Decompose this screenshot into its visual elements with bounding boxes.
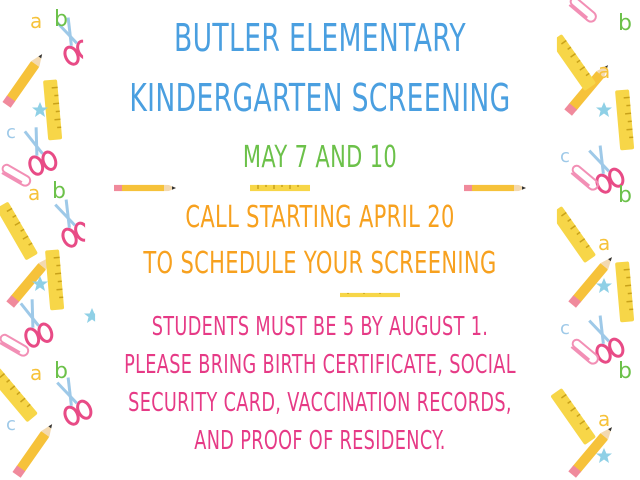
letter-a-icon (598, 231, 610, 255)
letter-b-icon (618, 11, 632, 36)
svg-text:a: a (30, 361, 43, 385)
age-requirement-line: STUDENTS MUST BE 5 BY AUGUST 1. (151, 312, 489, 342)
letter-a-icon (598, 407, 610, 431)
event-name-heading: KINDERGARTEN SCREENING (129, 76, 511, 120)
letter-a-icon (30, 9, 42, 33)
letter-a-icon (598, 59, 610, 83)
svg-text:c: c (6, 414, 16, 435)
ruler-icon (0, 202, 38, 261)
documents-line-1: PLEASE BRING BIRTH CERTIFICATE, SOCIAL (124, 350, 516, 380)
svg-text:b: b (54, 359, 68, 384)
svg-text:a: a (598, 231, 611, 255)
documents-line-3: AND PROOF OF RESIDENCY. (194, 426, 446, 456)
svg-text:a: a (598, 407, 611, 431)
letter-b-icon (54, 359, 68, 384)
ruler-icon (550, 34, 596, 91)
svg-text:a: a (30, 9, 43, 33)
letter-a-icon (28, 181, 40, 205)
call-purpose-line: TO SCHEDULE YOUR SCREENING (143, 246, 497, 281)
ruler-icon (550, 388, 596, 445)
letter-a-icon (30, 361, 42, 385)
svg-text:b: b (618, 359, 632, 384)
ruler-icon (43, 79, 62, 140)
letter-c-icon (560, 318, 570, 339)
school-name-heading: BUTLER ELEMENTARY (174, 16, 466, 60)
svg-text:c: c (6, 122, 16, 143)
svg-text:c: c (560, 146, 570, 167)
letter-b-icon (54, 7, 68, 32)
documents-line-2: SECURITY CARD, VACCINATION RECORDS, (128, 388, 512, 418)
svg-text:a: a (28, 181, 41, 205)
paperclip-icon (568, 0, 598, 24)
svg-text:c: c (560, 318, 570, 339)
star-icon (596, 102, 612, 117)
paperclip-icon (570, 164, 600, 192)
svg-text:b: b (618, 11, 632, 36)
ruler-icon (615, 261, 634, 322)
letter-b-icon (52, 179, 66, 204)
call-start-line: CALL STARTING APRIL 20 (185, 200, 455, 235)
pencil-icon (2, 51, 46, 108)
letter-c-icon (560, 146, 570, 167)
svg-text:b: b (54, 7, 68, 32)
paperclip-icon (570, 338, 600, 366)
scissors-icon (583, 313, 626, 365)
ruler-icon (550, 206, 596, 263)
svg-text:a: a (598, 59, 611, 83)
letter-b-icon (618, 359, 632, 384)
event-dates: MAY 7 AND 10 (242, 140, 398, 175)
letter-b-icon (618, 183, 632, 208)
scissors-icon (14, 297, 54, 348)
ruler-icon (45, 249, 64, 310)
letter-c-icon (6, 122, 16, 143)
ruler-icon (615, 89, 634, 150)
svg-text:b: b (618, 183, 632, 208)
pencil-icon (568, 254, 616, 308)
pencil-icon (12, 421, 56, 478)
svg-text:b: b (52, 179, 66, 204)
letter-c-icon (6, 414, 16, 435)
